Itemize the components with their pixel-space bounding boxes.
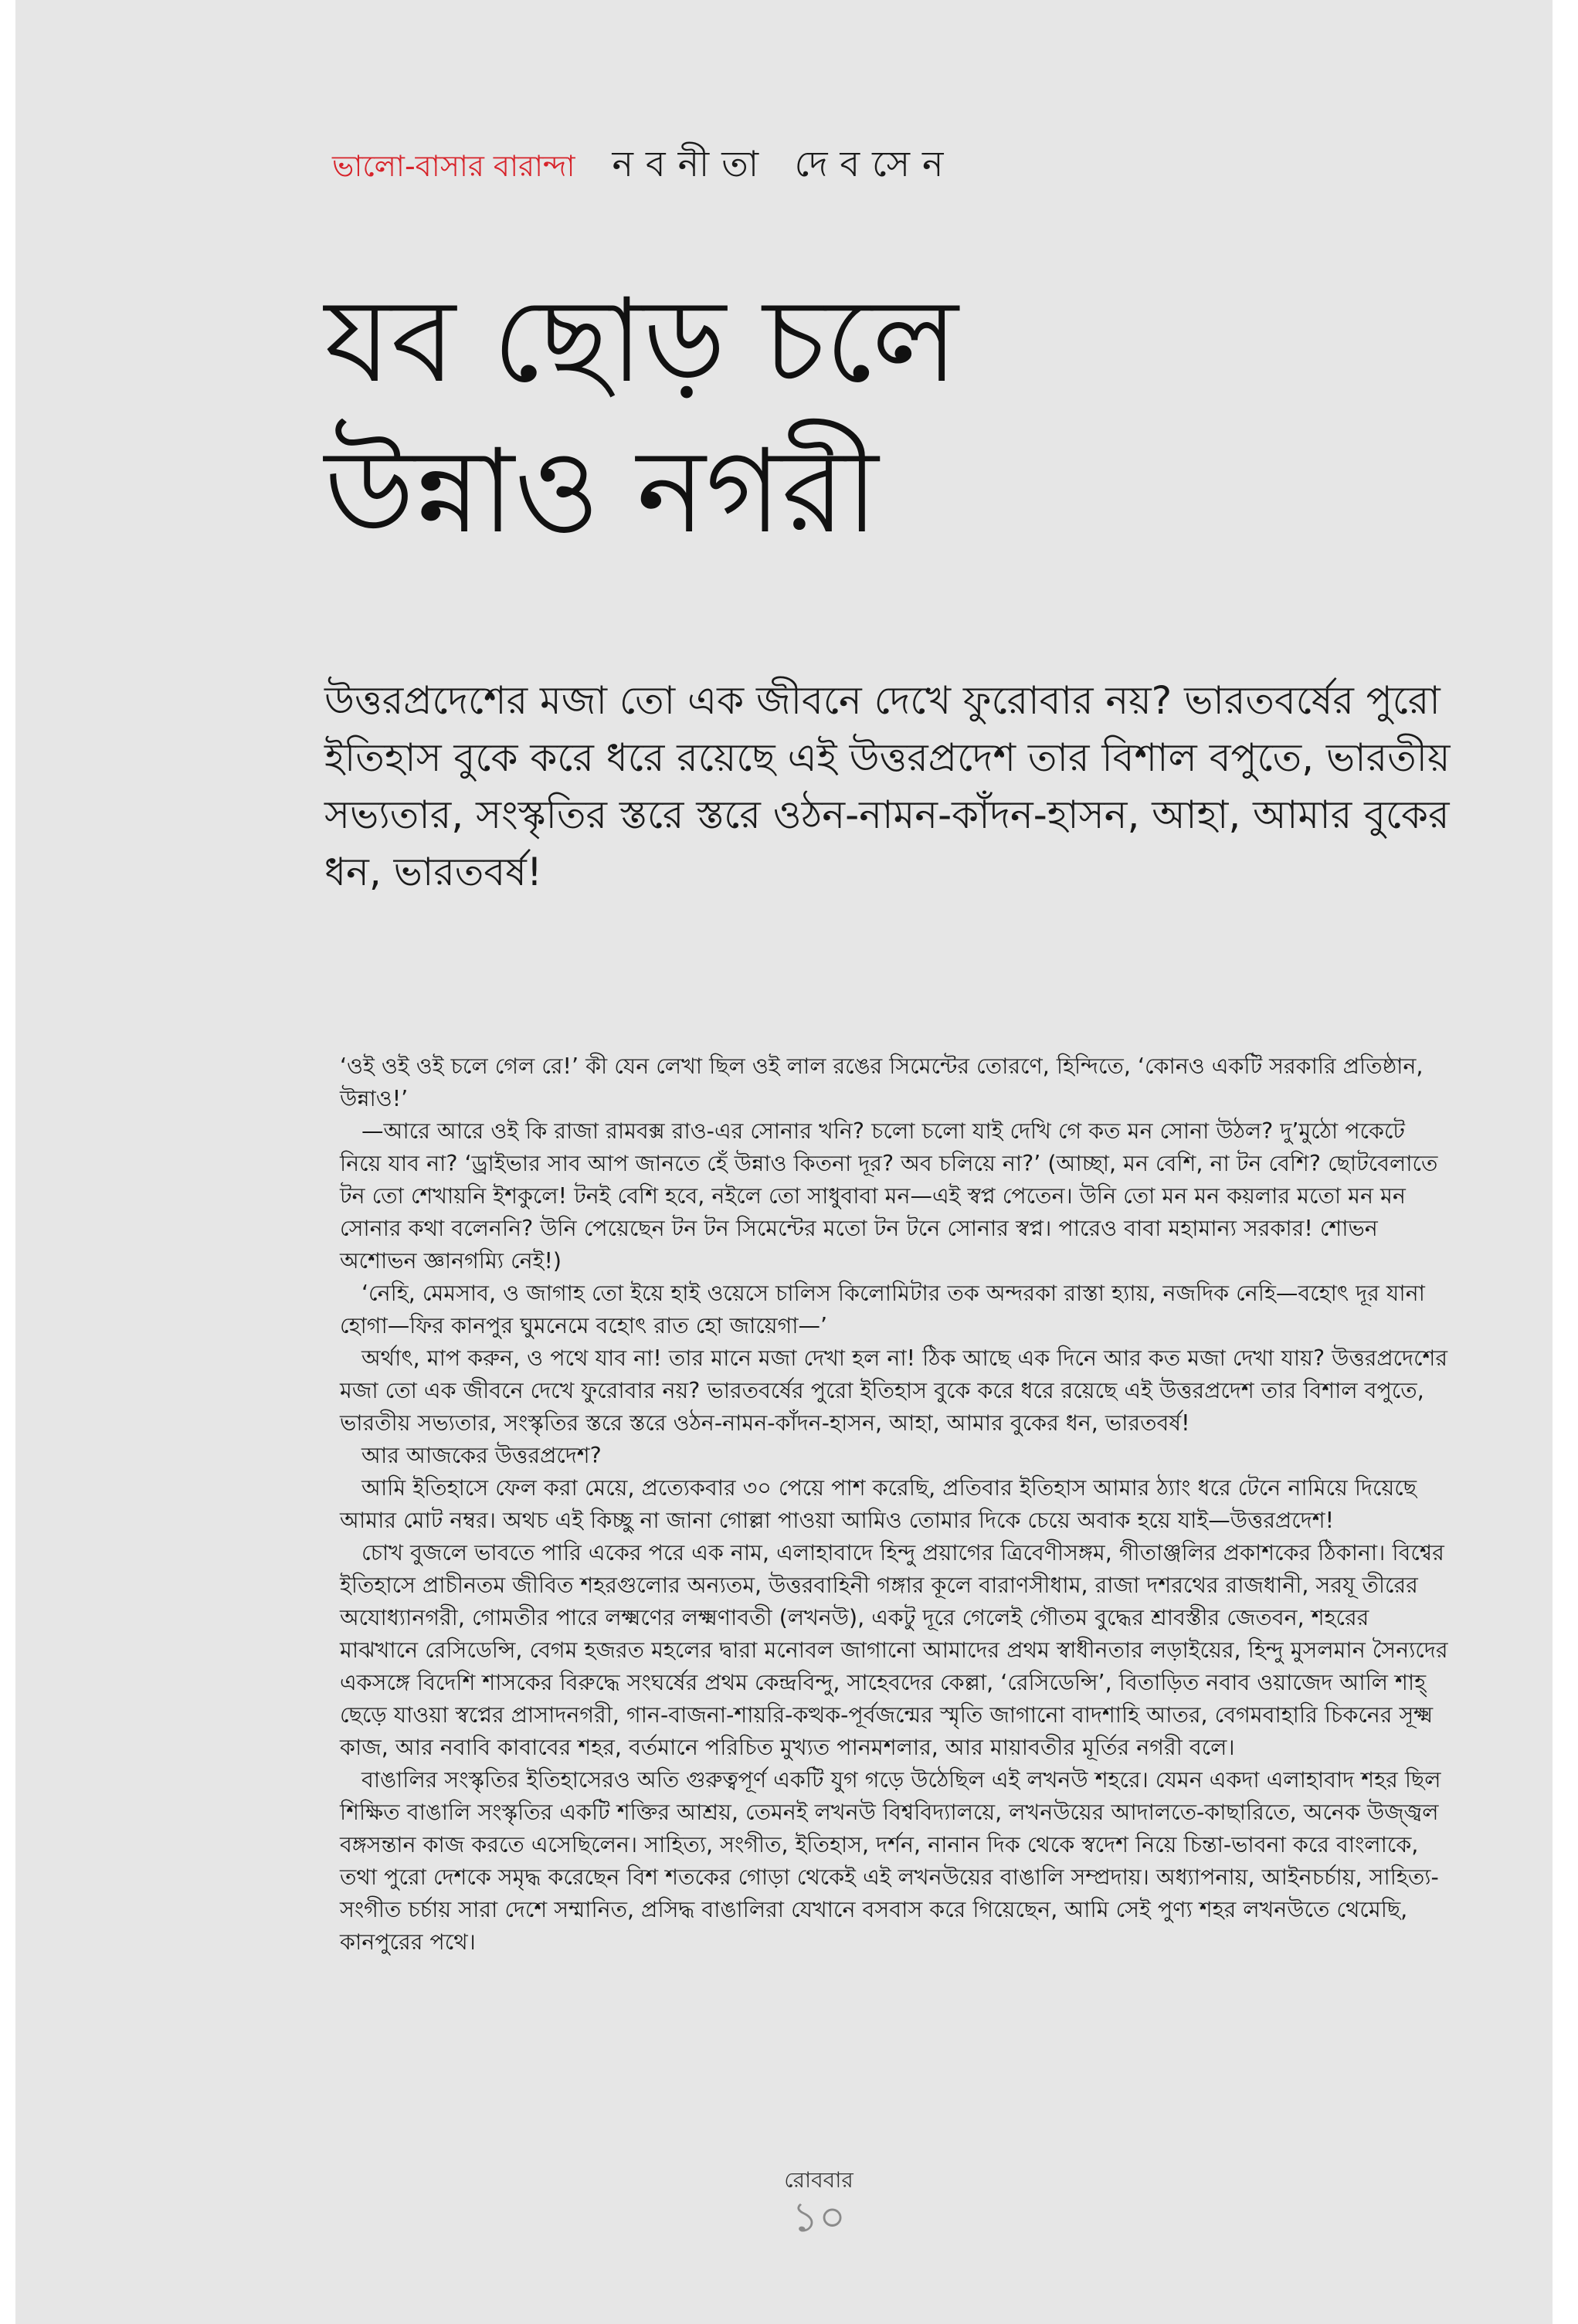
kicker: [332, 137, 955, 196]
headline-line-2: উন্নাও নগরী: [324, 425, 879, 559]
body-paragraph: বাঙালির সংস্কৃতির ইতিহাসেরও অতি গুরুত্বপূর্ণ একটি যুগ গড়ে উঠেছিল এই লখনউ শহরে। যেমন একদা এলাহাবাদ শহর ছিল শিক্ষিত বাঙালি সংস্কৃতির একটি শক্তির আশ্রয়, তেমনই লখনউ বিশ্ববিদ্যালয়ে, লখনউয়ের আদালতে-কাছারিতে, অনেক উজ্জ্বল বঙ্গসন্তান কাজ করতে এসেছিলেন। সাহিত্য, সংগীত, ইতিহাস, দর্শন, নানান দিক থেকে স্বদেশ নিয়ে চিন্তা-ভাবনা করে বাংলাকে, তথা পুরো দেশকে সমৃদ্ধ করেছেন বিশ শতকের গোড়া থেকেই এই লখনউয়ের বাঙালি সম্প্রদায়। অধ্যাপনায়, আইনচর্চায়, সাহিত্য-সংগীত চর্চায় সারা দেশে সম্মানিত, প্রসিদ্ধ বাঙালিরা যেখানে বসবাস করে গিয়েছেন, আমি সেই পুণ্য শহর লখনউতে থেমেছি, কানপুরের পথে।: [340, 1767, 1441, 1955]
body-paragraph: আমি ইতিহাসে ফেল করা মেয়ে, প্রত্যেকবার ৩০ পেয়ে পাশ করেছি, প্রতিবার ইতিহাস আমার ঠ্যাং ধরে টেনে নামিয়ে দিয়েছে আমার মোট নম্বর। অথচ এই কিচ্ছু না জানা গোল্লা পাওয়া আমিও তোমার দিকে চেয়ে অবাক হয়ে যাই—উত্তরপ্রদেশ!: [340, 1475, 1417, 1533]
body-paragraph: ‘ওই ওই ওই চলে গেল রে!’ কী যেন লেখা ছিল ওই লাল রঙের সিমেন্টের তোরণে, হিন্দিতে, ‘কোনও একটি সরকারি প্রতিষ্ঠান, উন্নাও!’: [340, 1053, 1424, 1111]
magazine-page: [15, 0, 1553, 2324]
standfirst: উত্তরপ্রদেশের মজা তো এক জীবনে দেখে ফুরোবার নয়? ভারতবর্ষের পুরো ইতিহাস বুকে করে ধরে রয়েছে এই উত্তরপ্রদেশ তার বিশাল বপুতে, ভারতীয় সভ্যতার, সংস্কৃতির স্তরে স্তরে ওঠন-নামন-কাঁদন-হাসন, আহা, আমার বুকের ধন, ভারতবর্ষ!: [324, 678, 1451, 894]
headline-line-1: যব ছোড় চলে: [324, 274, 959, 409]
headline: [324, 266, 1444, 568]
body-paragraph: আর আজকের উত্তরপ্রদেশ?: [361, 1443, 602, 1468]
body-paragraph: অর্থাৎ, মাপ করুন, ও পথে যাব না! তার মানে মজা দেখা হল না! ঠিক আছে এক দিনে আর কত মজা দেখা যায়? উত্তরপ্রদেশের মজা তো এক জীবনে দেখে ফুরোবার নয়? ভারতবর্ষের পুরো ইতিহাস বুকে করে ধরে রয়েছে এই উত্তরপ্রদেশ তার বিশাল বপুতে, ভারতীয় সভ্যতার, সংস্কৃতির স্তরে স্তরে ওঠন-নামন-কাঁদন-হাসন, আহা, আমার বুকের ধন, ভারতবর্ষ!: [340, 1345, 1448, 1436]
magazine-name: রোববার: [784, 2167, 853, 2193]
page-footer: [741, 2166, 896, 2241]
body-paragraph: ‘নেহি, মেমসাব, ও জাগাহ তো ইয়ে হাই ওয়েসে চালিস কিলোমিটার তক অন্দরকা রাস্তা হ্যায়, নজদিক নেহি—বহোৎ দূর যানা হোগা—ফির কানপুর ঘুমনেমে বহোৎ রাত হো জায়েগা—’: [340, 1281, 1425, 1338]
author-name: নবনীতা দেবসেন: [612, 143, 956, 185]
article-body: [340, 1050, 1452, 1959]
page-number: ১০: [791, 2193, 847, 2241]
body-paragraph: —আরে আরে ওই কি রাজা রামবক্স রাও-এর সোনার খনি? চলো চলো যাই দেখি গে কত মন সোনা উঠল? দু’মুঠো পকেটে নিয়ে যাব না? ‘ড্রাইভার সাব আপ জানতে হেঁ উন্নাও কিতনা দূর? অব চলিয়ে না?’ (আচ্ছা, মন বেশি, না টন বেশি? ছোটবেলাতে টন তো শেখায়নি ইশকুলে! টনই বেশি হবে, নইলে তো সাধুবাবা মন—এই স্বপ্ন পেতেন। উনি তো মন মন কয়লার মতো মন মন সোনার কথা বলেননি? উনি পেয়েছেন টন টন সিমেন্টের মতো টন টনে সোনার স্বপ্ন। পারেও বাবা মহামান্য সরকার! শোভন অশোভন জ্ঞানগম্যি নেই!): [340, 1118, 1438, 1274]
body-paragraph: চোখ বুজলে ভাবতে পারি একের পরে এক নাম, এলাহাবাদে হিন্দু প্রয়াগের ত্রিবেণীসঙ্গম, গীতাঞ্জলির প্রকাশকের ঠিকানা। বিশ্বের ইতিহাসে প্রাচীনতম জীবিত শহরগুলোর অন্যতম, উত্তরবাহিনী গঙ্গার কূলে বারাণসীধাম, রাজা দশরথের রাজধানী, সরযূ তীরের অযোধ্যানগরী, গোমতীর পারে লক্ষ্মণের লক্ষ্মণাবতী (লখনউ), একটু দূরে গেলেই গৌতম বুদ্ধের শ্রাবস্তীর জেতবন, শহরের মাঝখানে রেসিডেন্সি, বেগম হজরত মহলের দ্বারা মনোবল জাগানো আমাদের প্রথম স্বাধীনতার লড়াইয়ের, হিন্দু মুসলমান সৈন্যদের একসঙ্গে বিদেশি শাসকের বিরুদ্ধে সংঘর্ষের প্রথম কেন্দ্রবিন্দু, সাহেবদের কেল্লা, ‘রেসিডেন্সি’, বিতাড়িত নবাব ওয়াজেদ আলি শাহ্ ছেড়ে যাওয়া স্বপ্নের প্রাসাদনগরী, গান-বাজনা-শায়রি-কত্থক-পূর্বজন্মের স্মৃতি জাগানো বাদশাহি আতর, বেগমবাহারি চিকনের সূক্ষ্ম কাজ, আর নবাবি কাবাবের শহর, বর্তমানে পরিচিত মুখ্যত পানমশলার, আর মায়াবতীর মূর্তির নগরী বলে।: [340, 1540, 1448, 1760]
column-name: ভালো-বাসার বারান্দা: [332, 149, 575, 183]
